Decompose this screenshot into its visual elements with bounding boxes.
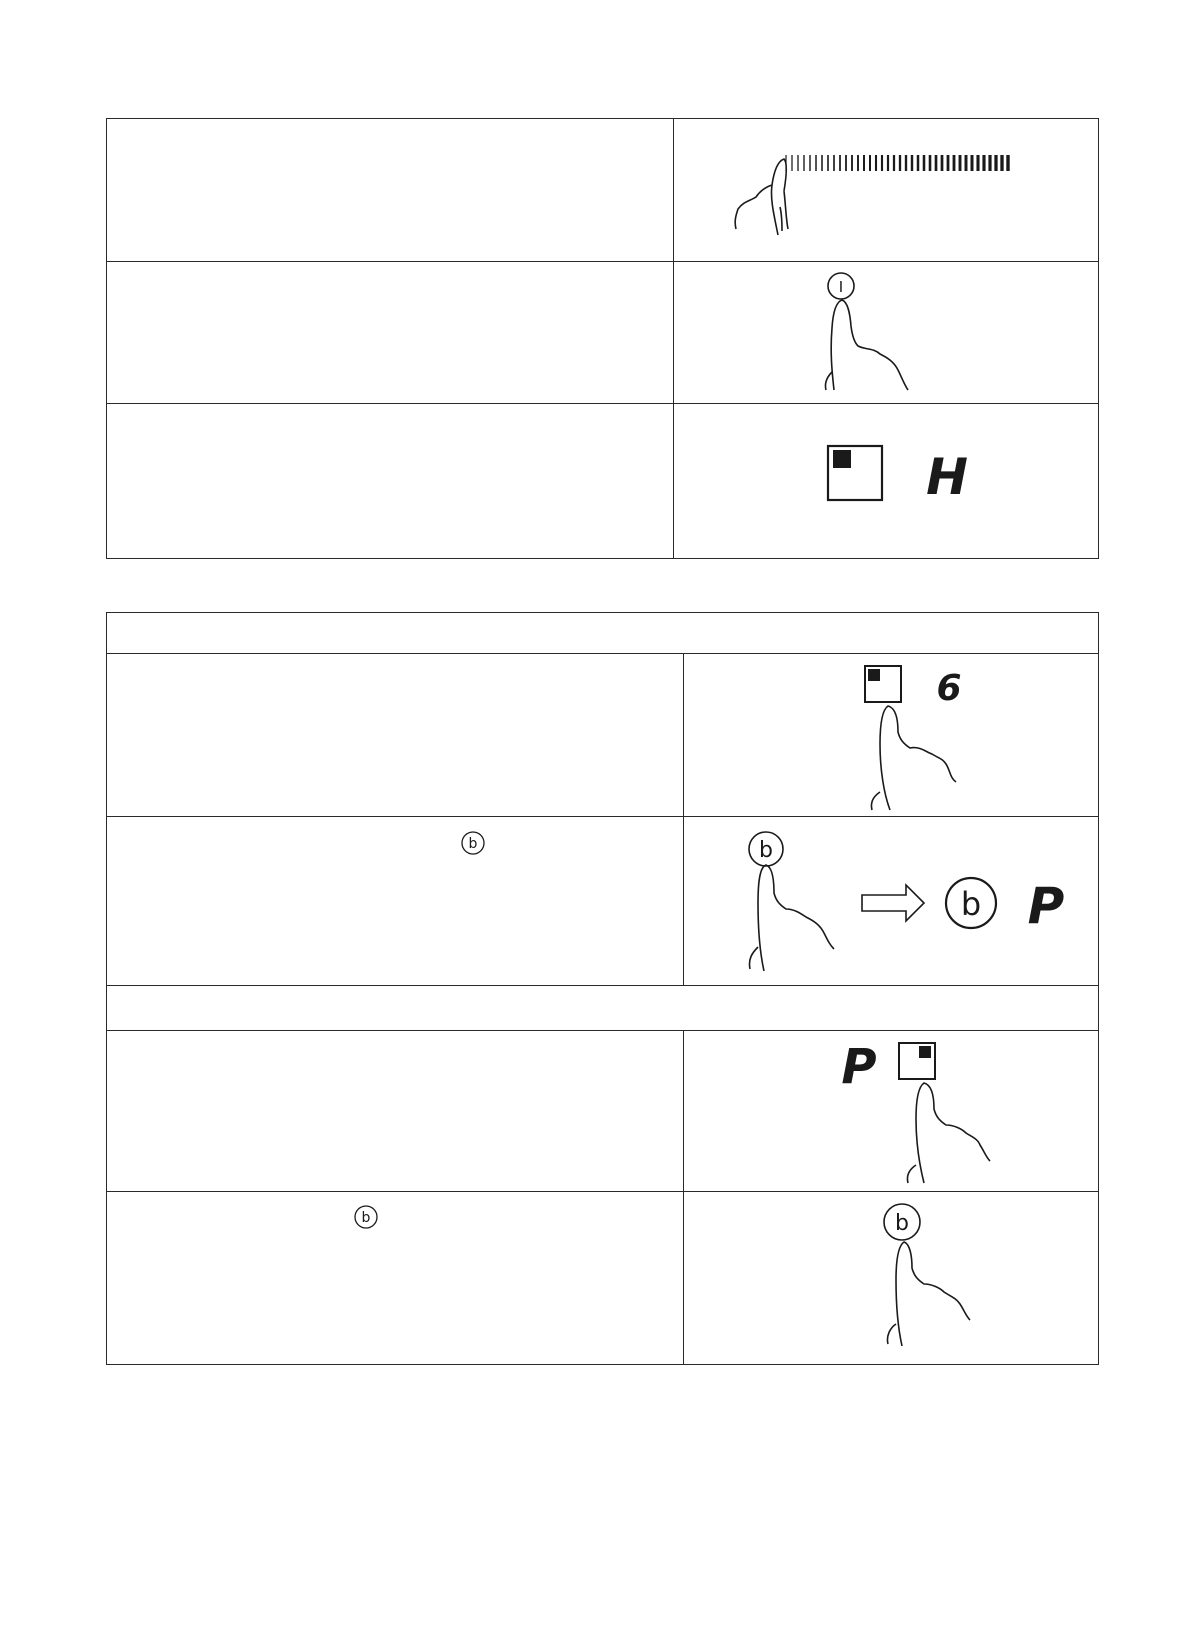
table2-row2-text-cell — [107, 817, 683, 985]
hand-pointer-icon — [871, 706, 956, 810]
boost-key-letter: b — [361, 1210, 371, 1226]
table2-row-boost-zone — [107, 1030, 1098, 1191]
zone-indicator-icon — [674, 404, 1098, 559]
instruction-table-1 — [106, 118, 1099, 559]
hand-pointer-icon — [735, 159, 788, 235]
boost-display: P — [1027, 877, 1065, 935]
boost-key-icon — [458, 828, 488, 858]
table2-header-row-1 — [107, 613, 1098, 653]
table1-row3-image-cell — [673, 404, 1098, 558]
table2-row3-image-cell — [683, 1031, 1098, 1191]
table2-row1-image-cell — [683, 654, 1098, 816]
table1-row2-image-cell — [673, 262, 1098, 403]
boost-zone-illustration — [684, 1031, 1101, 1192]
boost-press-illustration — [684, 817, 1101, 986]
slider-touch-icon — [674, 119, 1098, 261]
residual-heat-display: H — [926, 448, 968, 506]
boost-key-letter: b — [759, 838, 773, 863]
table2-header1-cell — [107, 613, 1098, 653]
table2-row4-image-cell — [683, 1192, 1098, 1364]
power-key-letter: I — [838, 278, 844, 296]
boost-display: P — [841, 1039, 877, 1095]
hand-pointer-icon — [749, 865, 834, 971]
hand-pointer-icon — [907, 1083, 990, 1183]
table1-row2-text-cell — [107, 262, 673, 403]
boost-key-letter: b — [895, 1211, 909, 1236]
arrow-right-icon — [862, 885, 924, 921]
table1-row3-text-cell — [107, 404, 673, 558]
table2-row-boost-cancel — [107, 1191, 1098, 1364]
power-key-icon — [674, 262, 1098, 404]
table2-header-row-2 — [107, 985, 1098, 1030]
table2-header2-cell — [107, 986, 1098, 1030]
hand-pointer-icon — [825, 300, 908, 390]
table1-row1-text-cell — [107, 119, 673, 261]
table1-row1-image-cell — [673, 119, 1098, 261]
boost-key-icon — [351, 1202, 381, 1232]
table1-row-display — [107, 403, 1098, 558]
boost-key-letter: b — [468, 836, 478, 852]
table2-row-zone-select — [107, 653, 1098, 816]
zone-select-illustration — [684, 654, 1101, 817]
table1-row-power — [107, 261, 1098, 403]
table2-row-boost-press — [107, 816, 1098, 985]
table2-row4-text-cell — [107, 1192, 683, 1364]
instruction-table-2 — [106, 612, 1099, 1365]
table2-row3-text-cell — [107, 1031, 683, 1191]
table2-row1-text-cell — [107, 654, 683, 816]
table2-row2-image-cell — [683, 817, 1098, 985]
table1-row-slider — [107, 119, 1098, 261]
hand-pointer-icon — [887, 1242, 970, 1346]
power-level-display: 6 — [936, 668, 962, 709]
boost-key-letter: b — [960, 885, 982, 923]
boost-cancel-illustration — [684, 1192, 1101, 1365]
